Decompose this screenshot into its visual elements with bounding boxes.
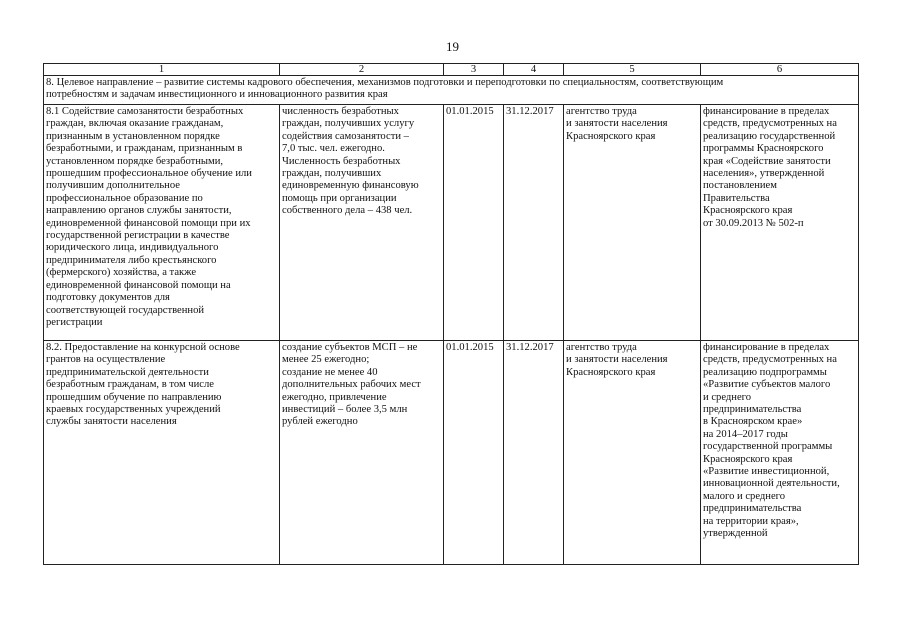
section-header-row bbox=[44, 76, 859, 105]
measure-cell: 8.1 Содействие самозанятости безработных граждан, включая оказание гражданам, признанным в установленном порядке безработными, и гражданам, признанным в установленном порядке безработными, прошедшим профессиональное обучение или получившим дополнительное профессиональное образование по направлению органов службы занятости, единовременной финансовой помощи при их государственной регистрации в качестве юридического лица, индивидуального предпринимателя либо крестьянского (фермерского) хозяйства, а также единовременной финансовой помощи на подготовку документов для соответствующей государственной регистрации bbox=[44, 105, 280, 341]
column-number: 3 bbox=[444, 64, 504, 76]
column-number: 4 bbox=[504, 64, 564, 76]
column-number: 1 bbox=[44, 64, 280, 76]
financing-cell: финансирование в пределах средств, предусмотренных на реализацию подпрограммы «Развитие субъектов малого и среднего предпринимательства в Красноярском крае» на 2014–2017 годы государственной программы Красноярского края «Развитие инвестиционной, инновационной деятельности, малого и среднего предпринимательства на территории края», утвержденной bbox=[701, 341, 859, 565]
end-date-cell: 31.12.2017 bbox=[504, 105, 564, 341]
column-number: 6 bbox=[701, 64, 859, 76]
column-number: 5 bbox=[564, 64, 701, 76]
column-number-row bbox=[44, 64, 859, 76]
start-date-cell: 01.01.2015 bbox=[444, 105, 504, 341]
section-header: 8. Целевое направление – развитие системы кадрового обеспечения, механизмов подготовки и переподготовки по специальностям, соответствующим потребностям и задачам инвестиционного и инновационного развития края bbox=[44, 76, 859, 105]
page-number: 19 bbox=[446, 39, 459, 54]
measures-table bbox=[43, 63, 859, 565]
indicator-cell: численность безработных граждан, получивших услугу содействия самозанятости – 7,0 тыс. чел. ежегодно. Численность безработных граждан, получивших единовременную финансовую помощь при организации собственного дела – 438 чел. bbox=[280, 105, 444, 341]
executor-cell: агентство труда и занятости населения Красноярского края bbox=[564, 341, 701, 565]
table-row bbox=[44, 105, 859, 341]
end-date-cell: 31.12.2017 bbox=[504, 341, 564, 565]
indicator-cell: создание субъектов МСП – не менее 25 ежегодно; создание не менее 40 дополнительных рабочих мест ежегодно, привлечение инвестиций – более 3,5 млн рублей ежегодно bbox=[280, 341, 444, 565]
column-number: 2 bbox=[280, 64, 444, 76]
start-date-cell: 01.01.2015 bbox=[444, 341, 504, 565]
executor-cell: агентство труда и занятости населения Красноярского края bbox=[564, 105, 701, 341]
measure-cell: 8.2. Предоставление на конкурсной основе грантов на осуществление предпринимательской деятельности безработным гражданам, в том числе прошедшим обучение по направлению краевых государственных учреждений службы занятости населения bbox=[44, 341, 280, 565]
table-row bbox=[44, 341, 859, 565]
financing-cell: финансирование в пределах средств, предусмотренных на реализацию государственной программы Красноярского края «Содействие занятости населения», утвержденной постановлением Правительства Красноярского края от 30.09.2013 № 502-п bbox=[701, 105, 859, 341]
